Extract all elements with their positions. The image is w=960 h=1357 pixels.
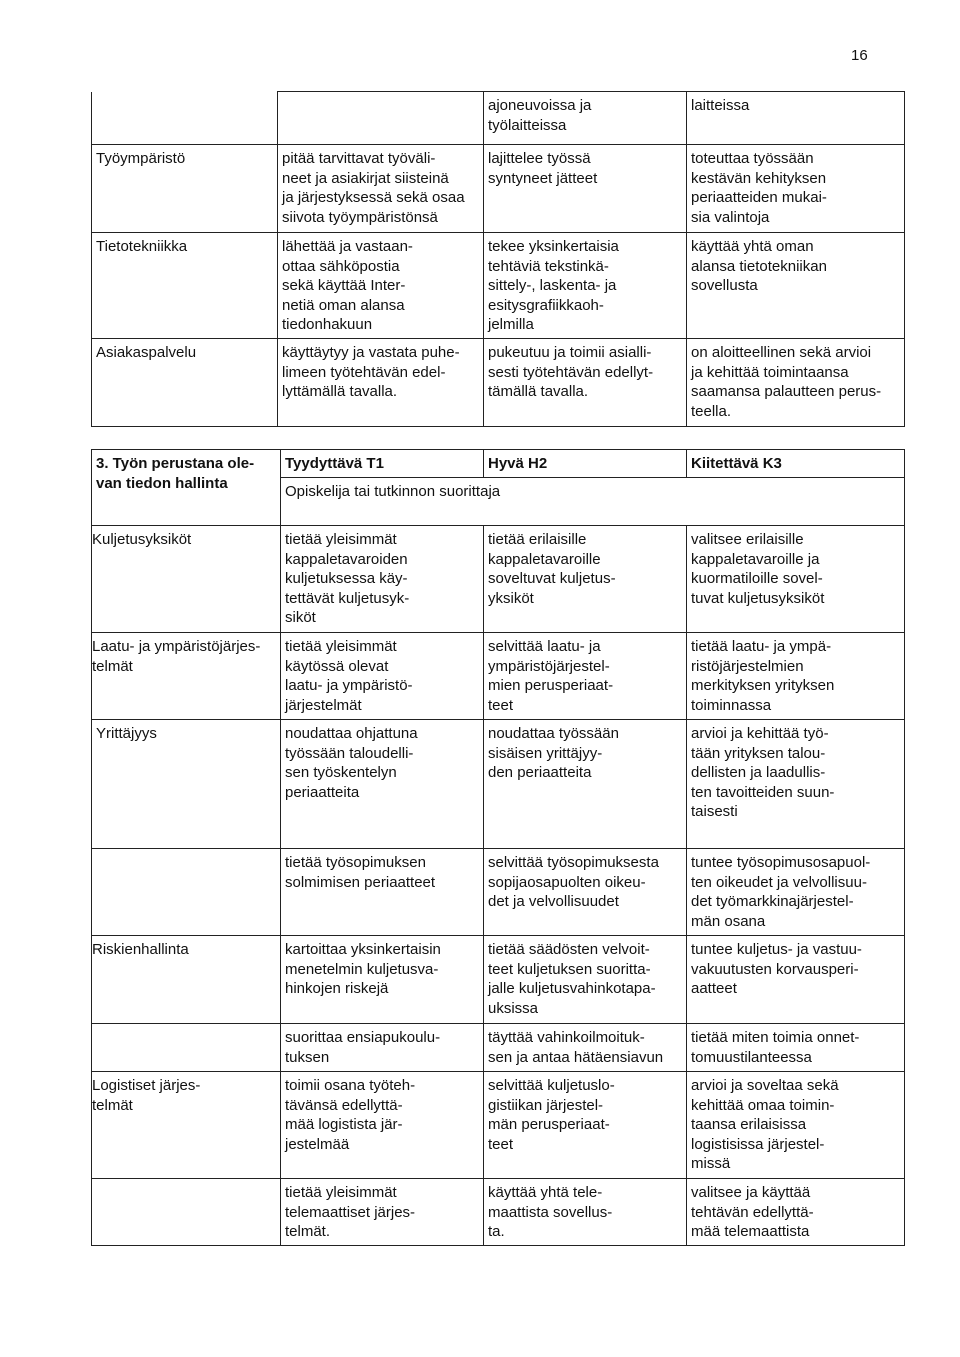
header-cell-h2 <box>484 92 687 145</box>
criteria-table-2 <box>91 449 905 1246</box>
cell-h2 <box>484 936 687 1024</box>
text-line: pitää tarvittavat työväli- <box>282 150 436 167</box>
row-title <box>92 849 281 936</box>
table-header-row <box>92 92 905 145</box>
text-line: tietää yleisimmät <box>285 531 397 548</box>
text-line: tietää erilaisille <box>488 531 587 548</box>
row-title <box>92 339 278 427</box>
text-line: telmät <box>92 1096 133 1114</box>
text-line: käyttäytyy ja vastata puhe- <box>282 344 460 361</box>
text-line: lyttämällä tavalla. <box>282 383 398 400</box>
text-line: saamansa palautteen perus- <box>691 383 882 400</box>
text-line: sia valintoja <box>691 208 770 226</box>
header-cell-t1 <box>278 92 484 145</box>
text-line: tehtävän edellyttä- <box>691 1203 814 1221</box>
table-row <box>92 720 905 849</box>
text-line: esitysgrafiikkaoh- <box>488 296 604 314</box>
text-line: sekä käyttää Inter- <box>282 277 406 294</box>
table-row <box>92 1024 905 1072</box>
row-title <box>92 633 281 720</box>
text-line: merkityksen yrityksen <box>691 677 835 694</box>
row-title <box>92 233 278 339</box>
cell-h2 <box>484 1072 687 1179</box>
header-h2: Hyvä H2 <box>484 450 687 478</box>
text-line: Työympäristö <box>96 150 186 167</box>
cell-k3 <box>687 526 905 633</box>
cell-t1 <box>281 1072 484 1179</box>
text-line: teet kuljetuksen suoritta- <box>488 960 651 978</box>
text-line: det ja velvollisuudet <box>488 893 619 910</box>
row-title <box>92 1179 281 1246</box>
text-line: pukeutuu ja toimii asialli- <box>488 344 652 361</box>
text-line: alansa tietotekniikan <box>691 257 827 275</box>
table-row <box>92 1072 905 1179</box>
text-line: 3. Työn perustana ole- <box>96 455 255 472</box>
text-line: suorittaa ensiapukoulu- <box>285 1029 441 1046</box>
text-line: toiminnassa <box>691 696 772 714</box>
text-line: missä <box>691 1155 731 1172</box>
table-row <box>92 1179 905 1246</box>
text-line: den periaatteita <box>488 764 592 781</box>
text-line: järjestelmät <box>285 696 362 714</box>
table-row <box>92 145 905 233</box>
text-line: valitsee erilaisille <box>691 531 804 548</box>
text-line: toteuttaa työssään <box>691 150 814 167</box>
text-line: tietää yleisimmät <box>285 1184 397 1201</box>
text-line: sen ja antaa hätäensiavun <box>488 1048 664 1066</box>
text-line: van tiedon hallinta <box>96 474 228 492</box>
text-line: ottaa sähköpostia <box>282 257 400 275</box>
cell-h2 <box>484 339 687 427</box>
text-line: ten tavoitteiden suun- <box>691 783 835 801</box>
text-line: lajittelee työssä <box>488 150 591 167</box>
subheader: Opiskelija tai tutkinnon suorittaja <box>281 478 905 526</box>
text-line: arvioi ja kehittää työ- <box>691 725 829 742</box>
text-line: kappaletavaroiden <box>285 550 408 568</box>
text-line: Kuljetusyksiköt <box>92 531 192 548</box>
text-line: gistiikan järjestel- <box>488 1096 604 1114</box>
cell-k3 <box>687 936 905 1024</box>
text-line: ja kehittää toimintaansa <box>691 363 849 381</box>
text-line: arvioi ja soveltaa sekä <box>691 1077 839 1094</box>
text-line: ajoneuvoissa ja <box>488 97 592 114</box>
text-line: tietää miten toimia onnet- <box>691 1029 860 1046</box>
text-line: on aloitteellinen sekä arvioi <box>691 344 872 361</box>
text-line: tietää työsopimuksen <box>285 854 426 871</box>
criteria-table-1 <box>91 91 905 427</box>
section-title <box>92 450 281 526</box>
page-number: 16 <box>851 47 868 64</box>
cell-k3 <box>687 145 905 233</box>
text-line: kappaletavaroille ja <box>691 550 820 568</box>
text-line: käyttää yhtä oman <box>691 238 814 255</box>
text-line: netiä oman alansa <box>282 296 405 314</box>
text-line: selvittää kuljetuslo- <box>488 1077 615 1094</box>
text-line: menetelmin kuljetusva- <box>285 960 439 978</box>
text-line: Logistiset järjes- <box>92 1077 201 1094</box>
text-line: sovellusta <box>691 277 758 294</box>
text-line: män osana <box>691 912 766 930</box>
text-line: neet ja asiakirjat siisteinä <box>282 169 449 187</box>
text-line: teella. <box>691 402 732 420</box>
text-line: Laatu- ja ympäristöjärjes- <box>92 638 261 655</box>
cell-t1 <box>281 720 484 849</box>
text-line: taansa erilaisissa <box>691 1116 807 1133</box>
text-line: soveltuvat kuljetus- <box>488 570 616 587</box>
text-line: dellisten ja laadullis- <box>691 764 826 781</box>
text-line: sesti työtehtävän edellyt- <box>488 363 654 381</box>
text-line: jelmilla <box>488 316 534 333</box>
text-line: täyttää vahinkoilmoituk- <box>488 1029 645 1046</box>
text-line: sisäisen yrittäjyy- <box>488 744 603 762</box>
table-row <box>92 233 905 339</box>
row-title <box>92 145 278 233</box>
header-cell-empty <box>92 92 278 145</box>
table-row <box>92 339 905 427</box>
text-line: tuksen <box>285 1048 330 1066</box>
text-line: mää logistista jär- <box>285 1116 403 1133</box>
text-line: tietää laatu- ja ympä- <box>691 638 832 655</box>
text-line: ja järjestyksessä sekä osaa <box>282 189 465 206</box>
text-line: sittely-, laskenta- ja <box>488 277 617 294</box>
cell-t1 <box>278 233 484 339</box>
text-line: limeen työtehtävän edel- <box>282 363 446 381</box>
text-line: periaatteiden mukai- <box>691 189 827 206</box>
text-line: käytössä olevat <box>285 657 389 675</box>
text-line: tämällä tavalla. <box>488 383 589 400</box>
text-line: tietää säädösten velvoit- <box>488 941 650 958</box>
text-line: siivota työympäristönsä <box>282 208 438 226</box>
text-line: Asiakaspalvelu <box>96 344 197 361</box>
text-line: syntyneet jätteet <box>488 169 598 187</box>
text-line: kehittää omaa toimin- <box>691 1096 835 1114</box>
text-line: toimii osana työteh- <box>285 1077 416 1094</box>
text-line: jalle kuljetusvahinkotapa- <box>488 980 656 997</box>
header-cell-k3 <box>687 92 905 145</box>
table-header-row <box>92 450 905 478</box>
cell-h2 <box>484 633 687 720</box>
header-k3: Kiitettävä K3 <box>687 450 905 478</box>
table-row <box>92 936 905 1024</box>
text-line: kuljetuksessa käy- <box>285 570 408 587</box>
cell-t1 <box>278 145 484 233</box>
text-line: solmimisen periaatteet <box>285 873 436 891</box>
text-line: kappaletavaroille <box>488 550 601 568</box>
text-line: teet <box>488 1135 514 1153</box>
text-line: uksissa <box>488 999 539 1017</box>
text-line: tuntee kuljetus- ja vastuu- <box>691 941 862 958</box>
text-line: lähettää ja vastaan- <box>282 238 413 255</box>
cell-k3 <box>687 1024 905 1072</box>
text-line: sen työskentelyn <box>285 764 397 781</box>
row-title <box>92 936 281 1024</box>
text-line: noudattaa ohjattuna <box>285 725 418 742</box>
row-title <box>92 526 281 633</box>
row-title <box>92 1024 281 1072</box>
cell-k3 <box>687 233 905 339</box>
text-line: Tietotekniikka <box>96 238 188 255</box>
text-line: ympäristöjärjestel- <box>488 657 610 675</box>
text-line: laatu- ja ympäristö- <box>285 677 413 694</box>
text-line: män perusperiaat- <box>488 1116 610 1133</box>
text-line: kestävän kehityksen <box>691 169 827 187</box>
text-line: Yrittäjyys <box>96 725 157 742</box>
cell-t1 <box>281 936 484 1024</box>
text-line: kuormatiloille sovel- <box>691 570 823 587</box>
cell-h2 <box>484 233 687 339</box>
cell-h2 <box>484 145 687 233</box>
cell-k3 <box>687 720 905 849</box>
text-line: aatteet <box>691 980 737 997</box>
text-line: tekee yksinkertaisia <box>488 238 619 255</box>
text-line: tehtäviä tekstinkä- <box>488 257 609 275</box>
text-line: selvittää laatu- ja <box>488 638 601 655</box>
cell-k3 <box>687 849 905 936</box>
text-line: tietää yleisimmät <box>285 638 397 655</box>
text-line: maattista sovellus- <box>488 1203 613 1221</box>
row-title <box>92 1072 281 1179</box>
text-line: yksiköt <box>488 589 534 607</box>
text-line: mää telemaattista <box>691 1223 810 1240</box>
text-line: tomuustilanteessa <box>691 1048 812 1066</box>
cell-t1 <box>281 633 484 720</box>
table-row <box>92 849 905 936</box>
text-line: telmät. <box>285 1223 331 1240</box>
text-line: jestelmää <box>285 1135 350 1153</box>
text-line: sopijaosapuolten oikeu- <box>488 873 646 891</box>
cell-h2 <box>484 849 687 936</box>
text-line: tuntee työsopimusosapuol- <box>691 854 871 871</box>
text-line: taisesti <box>691 803 738 820</box>
cell-k3 <box>687 1179 905 1246</box>
text-line: det työmarkkinajärjestel- <box>691 893 854 910</box>
text-line: siköt <box>285 609 316 626</box>
text-line: käyttää yhtä tele- <box>488 1184 603 1201</box>
text-line: laitteissa <box>691 97 750 114</box>
cell-h2 <box>484 1024 687 1072</box>
cell-t1 <box>281 1024 484 1072</box>
cell-h2 <box>484 1179 687 1246</box>
text-line: noudattaa työssään <box>488 725 619 742</box>
cell-t1 <box>278 339 484 427</box>
text-line: tettävät kuljetusyk- <box>285 589 410 607</box>
cell-t1 <box>281 1179 484 1246</box>
cell-h2 <box>484 526 687 633</box>
row-title <box>92 720 281 849</box>
text-line: telmät <box>92 657 133 675</box>
text-line: hinkojen riskejä <box>285 980 389 997</box>
cell-k3 <box>687 633 905 720</box>
text-line: periaatteita <box>285 783 360 801</box>
text-line: logistisissa järjestel- <box>691 1135 825 1153</box>
text-line: työlaitteissa <box>488 116 567 134</box>
cell-t1 <box>281 849 484 936</box>
text-line: ristöjärjestelmien <box>691 657 804 675</box>
text-line: ten oikeudet ja velvollisuu- <box>691 873 867 891</box>
cell-k3 <box>687 339 905 427</box>
text-line: työssään taloudelli- <box>285 744 414 762</box>
text-line: ta. <box>488 1223 505 1240</box>
text-line: telemaattiset järjes- <box>285 1203 416 1221</box>
text-line: kartoittaa yksinkertaisin <box>285 941 441 958</box>
text-line: Riskienhallinta <box>92 941 189 958</box>
text-line: tävänsä edellyttä- <box>285 1096 403 1114</box>
text-line: valitsee ja käyttää <box>691 1184 811 1201</box>
header-t1: Tyydyttävä T1 <box>281 450 484 478</box>
text-line: selvittää työsopimuksesta <box>488 854 659 871</box>
text-line: tuvat kuljetusyksiköt <box>691 589 825 607</box>
text-line: vakuutusten korvausperi- <box>691 960 859 978</box>
table-row <box>92 633 905 720</box>
text-line: tään yrityksen talou- <box>691 744 826 762</box>
text-line: teet <box>488 696 514 714</box>
text-line: tiedonhakuun <box>282 316 373 333</box>
cell-k3 <box>687 1072 905 1179</box>
text-line: mien perusperiaat- <box>488 677 614 694</box>
cell-t1 <box>281 526 484 633</box>
cell-h2 <box>484 720 687 849</box>
table-row <box>92 526 905 633</box>
